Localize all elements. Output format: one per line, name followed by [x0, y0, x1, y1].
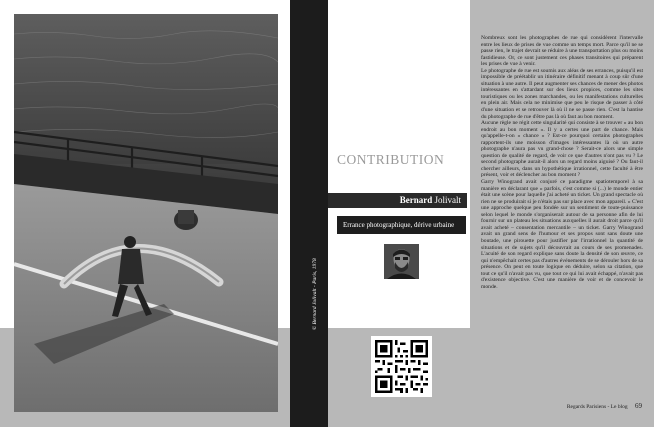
page-spine — [290, 0, 328, 427]
photograph-illustration — [14, 14, 278, 412]
street-photograph — [14, 14, 278, 412]
author-name — [400, 195, 461, 205]
portrait-image — [384, 244, 419, 279]
article-paragraph: Nombreux sont les photographes de rue qui considèrent l'intervalle entre les lieux de prises de vue comme un temps mort. Parce qu'il ne se passe rien, le trajet devrait se réduire à une transportation plus ou moins fastidieuse. Or, ce sont justement ces phases transitoires qui préparent les prises de vue à venir. — [481, 35, 643, 68]
article-paragraph: Le photographe de rue est soumis aux aléas de ses errances, puisqu'il est impossible de préétablir un itinéraire définitif menant à coup sûr d'une situation à une autre. Il peut augmenter ses chances de mener des photos intéressantes en s'attardant sur des lieux propices, comme les sites touristiques ou les zones marchandes, ou les manifestations culturelles en plein air. Mais cela ne minimise que peu le risque de passer à côté d'une situation et se retrouver là où il ne se passe rien. C'est la hantise du photographe de rue d'être pas là où faut au bon moment. — [481, 67, 644, 120]
author-portrait — [384, 244, 419, 279]
page-number: 69 — [635, 402, 642, 410]
article-paragraph: Aucune règle ne régit cette singularité qui consiste à se trouver « au bon endroit au bon moment ». Il y a certes une part de chance. Mais qu'appelle-t-on « chance » ? Est-ce pourquoi certains photographes rapportent-ils une moisson d'images intéressantes là où un autre photographe n'aura pas vu grand-chose ? Serait-ce alors une simple question de qualité de regard, de voir ce que d'autres n'ont pas vu ? Le second photographe aurait-il alors un regard moins aiguisé ? Ou faut-il chercher ailleurs, dans un hypothétique irrationnel, cette faculté à être présent, voir et déclencher au bon moment ? — [481, 120, 643, 179]
qr-code-icon[interactable] — [371, 336, 432, 397]
article-body — [481, 35, 643, 290]
section-title: CONTRIBUTION — [337, 152, 445, 167]
qr-code-graphic — [375, 340, 428, 393]
photo-credit: © Bernard Jolivalt - Paris, 1978 — [312, 258, 318, 330]
publication-name: Regards Parisiens - Le blog — [566, 404, 628, 410]
article-paragraph: Garry Winogrand avait conjuré ce paradigme spatiotemporel à sa manière en déclarant que « parfois, c'est comme si (...) le monde entier était une scène pour laquelle j'ai acheté un ticket. Un grand spectacle où rien ne se produirait si je n'étais pas sur place avec mon appareil. » C'est une approche quelque peu fondée sur un sentiment de toute-puissance selon lequel le monde s'organiserait autour de sa personne afin de lui fournir sur un plateau les situations auxquelles il aurait droit parce qu'il avait acheté – consentation mercantile – un ticket. Garry Winogrand avait un grand sens de l'humour et ses propos sont sans doute une boutade, une pirouette pour justifier par l'irrationnel la quantité de situations et de sujets qu'il découvrait au cours de ses promenades. L'acuité de son regard explique sans doute la densité de son œuvre, ce qui n'empêchait certes pas d'autres événements de se dérouler hors de sa présence. On peut en toute logique en déduire, selon sa citation, que tout ce qu'il n'avait pas vu, que tout ce qui lui avait échappé, n'avait pas d'existence objective. C'est une manière de voir et de concevoir le monde. — [481, 179, 643, 290]
author-bar — [328, 193, 467, 208]
author-first-name: Bernard — [399, 195, 433, 205]
topic-label: Errance photographique, dérive urbaine — [337, 216, 466, 234]
author-last-name: Jolivalt — [434, 195, 461, 205]
page-footer — [520, 402, 642, 410]
